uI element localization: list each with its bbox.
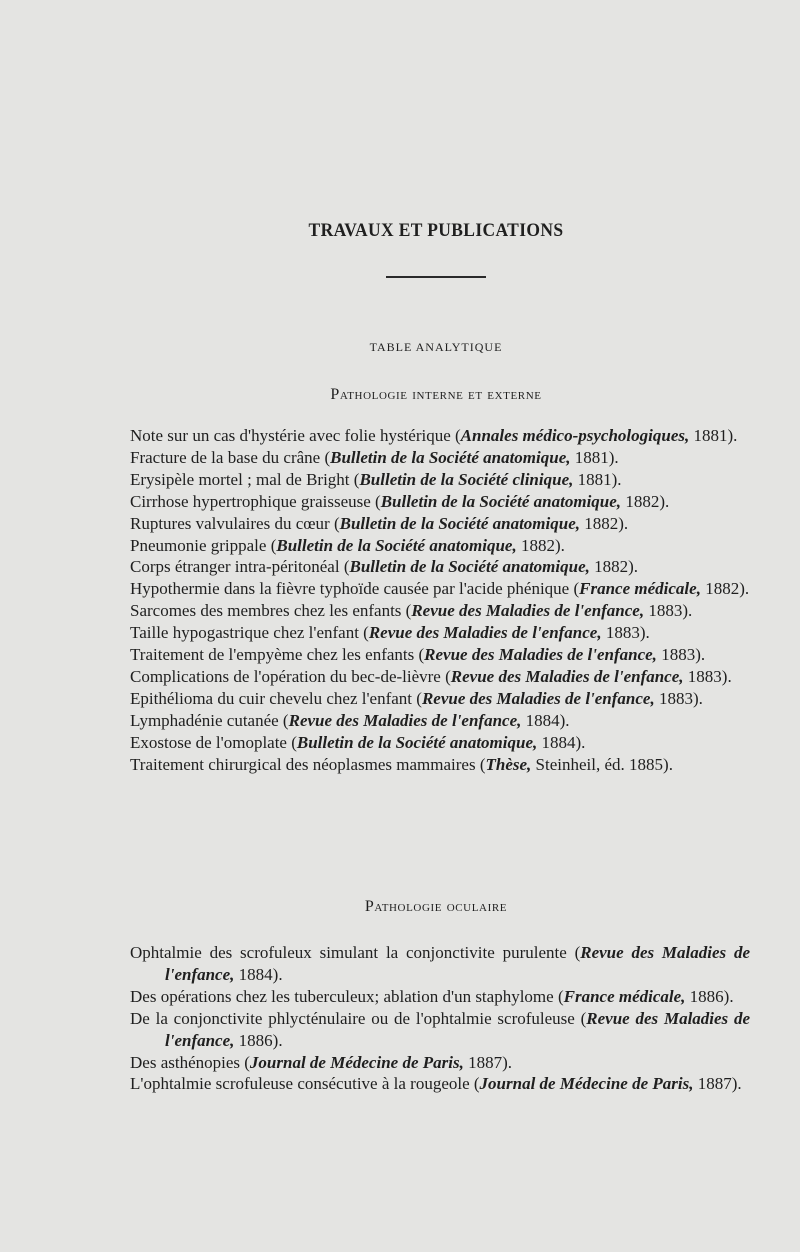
entry-title: Epithélioma du cuir chevelu chez l'enfant ( bbox=[130, 688, 422, 708]
entry-title: Des asthénopies ( bbox=[130, 1052, 250, 1072]
entry-title: Ruptures valvulaires du cœur ( bbox=[130, 513, 340, 533]
entry-title: Complications de l'opération du bec-de-lièvre ( bbox=[130, 666, 451, 686]
entry-year: 1887). bbox=[463, 1052, 512, 1072]
entry-title: Corps étranger intra-péritonéal ( bbox=[130, 557, 350, 577]
entry-publication: France médicale, bbox=[563, 986, 686, 1006]
entry-title: Cirrhose hypertrophique graisseuse ( bbox=[130, 491, 381, 511]
entry-publication: Bulletin de la Société anatomique, bbox=[330, 447, 571, 467]
section-heading-ocular: Pathologie oculaire bbox=[364, 898, 508, 915]
entry-year: 1883). bbox=[656, 645, 706, 665]
entry-year: 1883). bbox=[644, 601, 693, 621]
publication-entry bbox=[130, 732, 750, 754]
entry-title: Traitement de l'empyème chez les enfants ( bbox=[130, 645, 425, 665]
entry-list-internal bbox=[130, 425, 750, 776]
entry-publication: Revue des Maladies de l'enfance, bbox=[450, 666, 684, 686]
entry-year: 1884). bbox=[234, 964, 283, 984]
entry-year: 1884). bbox=[537, 732, 586, 752]
entry-year: 1883). bbox=[601, 623, 650, 643]
publication-entry bbox=[130, 688, 750, 710]
entry-year: Steinheil, éd. 1885). bbox=[531, 754, 673, 774]
entry-title: Exostose de l'omoplate ( bbox=[130, 732, 297, 752]
publication-entry bbox=[130, 513, 750, 535]
publication-entry bbox=[130, 942, 750, 986]
publication-entry bbox=[130, 600, 750, 622]
entry-year: 1882). bbox=[589, 557, 639, 577]
publication-entry bbox=[130, 425, 750, 447]
publication-entry bbox=[130, 491, 750, 513]
entry-list-ocular bbox=[130, 942, 750, 1095]
section-heading-internal: Pathologie interne et externe bbox=[330, 386, 542, 403]
publication-entry bbox=[130, 1073, 750, 1095]
entry-publication: Bulletin de la Société anatomique, bbox=[276, 535, 517, 555]
entry-publication: Bulletin de la Société anatomique, bbox=[349, 557, 590, 577]
entry-year: 1882). bbox=[516, 535, 565, 555]
entry-publication: Bulletin de la Société anatomique, bbox=[339, 513, 580, 533]
table-subtitle: TABLE ANALYTIQUE bbox=[369, 340, 503, 354]
entry-year: 1882). bbox=[700, 579, 750, 599]
entry-year: 1883). bbox=[683, 666, 732, 686]
entry-publication: Journal de Médecine de Paris, bbox=[249, 1052, 464, 1072]
entry-title: Pneumonie grippale ( bbox=[130, 535, 277, 555]
publication-entry bbox=[130, 469, 750, 491]
entry-title: Taille hypogastrique chez l'enfant ( bbox=[130, 623, 369, 643]
entry-title: Traitement chirurgical des néoplasmes mammaires ( bbox=[130, 754, 486, 774]
publication-entry bbox=[130, 556, 750, 578]
entry-publication: Bulletin de la Société anatomique, bbox=[380, 491, 622, 511]
entry-publication: Bulletin de la Société anatomique, bbox=[296, 732, 538, 752]
publication-entry bbox=[130, 622, 750, 644]
entry-publication: Revue des Maladies de l'enfance, bbox=[421, 688, 655, 708]
entry-title: L'ophtalmie scrofuleuse consécutive à la rougeole ( bbox=[130, 1074, 480, 1094]
publication-entry bbox=[130, 535, 750, 557]
entry-publication: Bulletin de la Société clinique, bbox=[359, 469, 574, 489]
page-title: TRAVAUX ET PUBLICATIONS bbox=[308, 220, 564, 241]
publication-entry bbox=[130, 447, 750, 469]
entry-publication: Annales médico-psychologiques, bbox=[460, 426, 690, 445]
publication-entry bbox=[130, 578, 750, 600]
title-rule bbox=[386, 276, 486, 278]
entry-publication: Journal de Médecine de Paris, bbox=[479, 1074, 694, 1094]
entry-year: 1887). bbox=[693, 1074, 742, 1094]
entry-year: 1884). bbox=[521, 710, 570, 730]
entry-year: 1881). bbox=[570, 447, 619, 467]
entry-title: Des opérations chez les tuberculeux; ablation d'un staphylome ( bbox=[130, 986, 564, 1006]
entry-title: Sarcomes des membres chez les enfants ( bbox=[130, 601, 412, 621]
entry-year: 1881). bbox=[689, 426, 738, 445]
publication-entry bbox=[130, 710, 750, 732]
entry-year: 1886). bbox=[685, 986, 734, 1006]
entry-title: Note sur un cas d'hystérie avec folie hystérique ( bbox=[130, 426, 461, 445]
entry-title: Hypothermie dans la fièvre typhoïde causée par l'acide phénique ( bbox=[130, 579, 580, 599]
entry-year: 1882). bbox=[580, 513, 629, 533]
publication-entry bbox=[130, 644, 750, 666]
entry-publication: Revue des Maladies de l'enfance, bbox=[368, 623, 602, 643]
entry-publication: Revue des Maladies de l'enfance, bbox=[411, 601, 645, 621]
entry-publication: Revue des Maladies de l'enfance, bbox=[288, 710, 522, 730]
entry-year: 1882). bbox=[621, 491, 670, 511]
publication-entry bbox=[130, 986, 750, 1008]
entry-publication: France médicale, bbox=[579, 579, 701, 599]
entry-year: 1883). bbox=[654, 688, 703, 708]
entry-publication: Revue des Maladies de l'enfance, bbox=[165, 943, 751, 984]
entry-year: 1881). bbox=[573, 469, 622, 489]
publication-entry bbox=[130, 754, 750, 776]
entry-title: Fracture de la base du crâne ( bbox=[130, 447, 331, 467]
entry-title: Lymphadénie cutanée ( bbox=[130, 710, 289, 730]
entry-publication: Thèse, bbox=[485, 754, 532, 774]
entry-title: Ophtalmie des scrofuleux simulant la conjonctivite purulente ( bbox=[130, 943, 581, 962]
entry-publication: Revue des Maladies de l'enfance, bbox=[424, 645, 657, 665]
entry-publication: Revue des Maladies de l'enfance, bbox=[165, 1008, 751, 1050]
publication-entry bbox=[130, 1008, 750, 1052]
entry-title: De la conjonctivite phlycténulaire ou de l'ophtalmie scrofuleuse ( bbox=[130, 1008, 587, 1028]
publication-entry bbox=[130, 666, 750, 688]
entry-title: Erysipèle mortel ; mal de Bright ( bbox=[130, 469, 360, 489]
publication-entry bbox=[130, 1052, 750, 1074]
entry-year: 1886). bbox=[234, 1030, 283, 1050]
